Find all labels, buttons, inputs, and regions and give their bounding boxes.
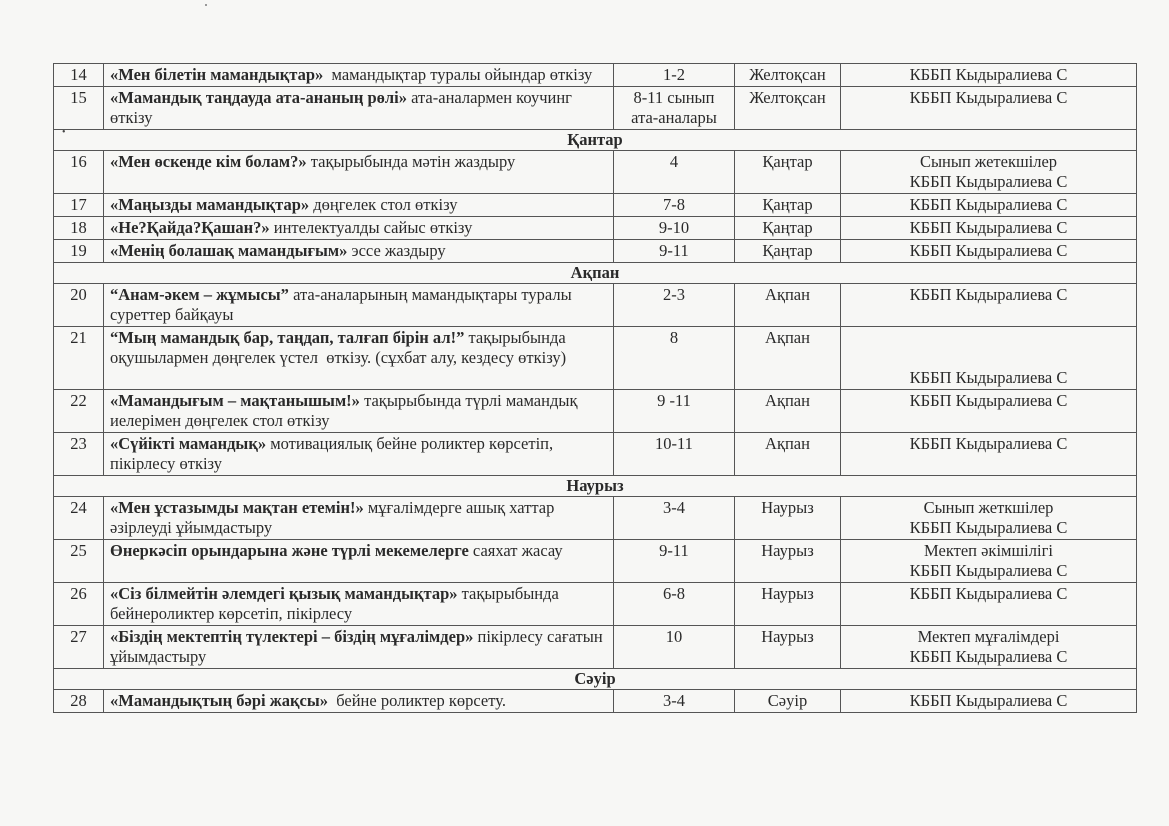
month-cell: Ақпан xyxy=(735,433,841,476)
table-row xyxy=(54,390,1137,433)
responsible-person: КББП Кыдыралиева С xyxy=(909,172,1068,191)
scan-speck xyxy=(205,4,207,6)
grade-cell: 3-4 xyxy=(614,497,735,540)
section-header-row xyxy=(54,669,1137,690)
responsible-person: КББП Кыдыралиева С xyxy=(909,647,1068,666)
grade-cell: 9-10 xyxy=(614,217,735,240)
career-guidance-plan-table xyxy=(53,63,1137,713)
grade-cell: 8-11 сынып ата-аналары xyxy=(614,87,735,130)
responsible-person: КББП Кыдыралиева С xyxy=(909,584,1068,603)
grade-cell: 9 -11 xyxy=(614,390,735,433)
responsible-cell xyxy=(841,390,1137,433)
month-section-label: Сәуір xyxy=(54,669,1137,690)
event-description: дөңгелек стол өткізу xyxy=(309,195,458,214)
responsible-person: КББП Кыдыралиева С xyxy=(909,241,1068,260)
month-cell: Сәуір xyxy=(735,690,841,713)
row-number: 17 xyxy=(54,194,104,217)
event-cell xyxy=(104,284,614,327)
row-number: 25 xyxy=(54,540,104,583)
row-number: 26 xyxy=(54,583,104,626)
grade-cell: 3-4 xyxy=(614,690,735,713)
table-row xyxy=(54,497,1137,540)
responsible-person: КББП Кыдыралиева С xyxy=(909,561,1068,580)
event-title: «Сүйікті мамандық» xyxy=(110,434,267,453)
event-description: тақырыбында мәтін жаздыру xyxy=(306,152,516,171)
event-cell xyxy=(104,327,614,390)
responsible-person: Сынып жетекшілер xyxy=(919,152,1058,171)
event-cell xyxy=(104,540,614,583)
event-title: «Мен өскенде кім болам?» xyxy=(110,152,307,171)
event-cell xyxy=(104,64,614,87)
responsible-person: Мектеп мұғалімдері xyxy=(917,627,1060,646)
grade-cell: 1-2 xyxy=(614,64,735,87)
event-title: «Мамандық таңдауда ата-ананың рөлі» xyxy=(110,88,407,107)
event-title: «Біздің мектептің түлектері – біздің мұғалімдер» xyxy=(110,627,474,646)
event-title: Өнеркәсіп орындарына және түрлі мекемелерге xyxy=(110,541,469,560)
responsible-person: КББП Кыдыралиева С xyxy=(909,434,1068,453)
event-cell xyxy=(104,626,614,669)
responsible-person: КББП Кыдыралиева С xyxy=(909,691,1068,710)
responsible-cell xyxy=(841,327,1137,390)
event-title: “Анам-әкем – жұмысы” xyxy=(110,285,289,304)
event-title: «Мен білетін мамандықтар» xyxy=(110,65,324,84)
event-description: бейне роликтер көрсету. xyxy=(327,691,506,710)
row-number: 14 xyxy=(54,64,104,87)
event-cell xyxy=(104,151,614,194)
responsible-person: КББП Кыдыралиева С xyxy=(909,391,1068,410)
table-row xyxy=(54,194,1137,217)
responsible-cell xyxy=(841,540,1137,583)
event-description: саяхат жасау xyxy=(468,541,563,560)
responsible-cell xyxy=(841,64,1137,87)
row-number: 23 xyxy=(54,433,104,476)
table-row xyxy=(54,64,1137,87)
month-section-label: Наурыз xyxy=(54,476,1137,497)
row-number: 21 xyxy=(54,327,104,390)
responsible-person: Мектеп әкімшілігі xyxy=(924,541,1053,560)
responsible-cell xyxy=(841,240,1137,263)
responsible-person: КББП Кыдыралиева С xyxy=(909,218,1068,237)
event-cell xyxy=(104,690,614,713)
event-title: «Не?Қайда?Қашан?» xyxy=(110,218,270,237)
event-description: мамандықтар туралы ойындар өткізу xyxy=(323,65,593,84)
event-cell xyxy=(104,433,614,476)
scan-dot: • xyxy=(62,127,66,138)
responsible-cell xyxy=(841,497,1137,540)
event-cell xyxy=(104,194,614,217)
month-cell: Қаңтар xyxy=(735,194,841,217)
event-description: мотивациялық бейне роликтер көрсетіп, пікірлесу өткізу xyxy=(110,434,558,473)
event-title: «Маңызды мамандықтар» xyxy=(110,195,310,214)
event-title: «Мамандығым – мақтанышым!» xyxy=(110,391,360,410)
month-cell: Наурыз xyxy=(735,626,841,669)
responsible-cell xyxy=(841,217,1137,240)
section-header-row xyxy=(54,263,1137,284)
row-number: 24 xyxy=(54,497,104,540)
grade-cell: 6-8 xyxy=(614,583,735,626)
responsible-cell xyxy=(841,151,1137,194)
event-description: интелектуалды сайыс өткізу xyxy=(269,218,473,237)
table-row xyxy=(54,284,1137,327)
event-cell xyxy=(104,390,614,433)
event-title: «Сіз білмейтін әлемдегі қызық мамандықтар» xyxy=(110,584,458,603)
responsible-person: КББП Кыдыралиева С xyxy=(909,285,1068,304)
month-section-label: Қантар xyxy=(54,130,1137,151)
grade-cell: 10 xyxy=(614,626,735,669)
table-row xyxy=(54,690,1137,713)
grade-cell: 7-8 xyxy=(614,194,735,217)
month-cell: Қаңтар xyxy=(735,151,841,194)
event-cell xyxy=(104,583,614,626)
responsible-cell xyxy=(841,87,1137,130)
row-number: 22 xyxy=(54,390,104,433)
month-cell: Ақпан xyxy=(735,390,841,433)
grade-cell: 9-11 xyxy=(614,240,735,263)
month-cell: Қаңтар xyxy=(735,240,841,263)
grade-cell: 9-11 xyxy=(614,540,735,583)
month-cell: Ақпан xyxy=(735,284,841,327)
row-number: 15 xyxy=(54,87,104,130)
table-row xyxy=(54,217,1137,240)
grade-cell: 4 xyxy=(614,151,735,194)
row-number: 20 xyxy=(54,284,104,327)
month-cell: Ақпан xyxy=(735,327,841,390)
event-title: “Мың мамандық бар, таңдап, талғап бірін ал!” xyxy=(110,328,465,347)
event-cell xyxy=(104,497,614,540)
event-description: ата-аналармен коучинг өткізу xyxy=(110,88,577,127)
responsible-person: КББП Кыдыралиева С xyxy=(909,368,1068,387)
grade-cell: 8 xyxy=(614,327,735,390)
event-cell xyxy=(104,87,614,130)
plan-table-sheet xyxy=(53,63,1136,713)
grade-cell: 10-11 xyxy=(614,433,735,476)
table-row xyxy=(54,626,1137,669)
table-row xyxy=(54,87,1137,130)
row-number: 18 xyxy=(54,217,104,240)
event-description: тақырыбында бейнероликтер көрсетіп, пікірлесу xyxy=(110,584,563,623)
grade-cell: 2-3 xyxy=(614,284,735,327)
month-cell: Наурыз xyxy=(735,540,841,583)
month-section-label: Ақпан xyxy=(54,263,1137,284)
table-row xyxy=(54,433,1137,476)
row-number: 16 xyxy=(54,151,104,194)
responsible-cell xyxy=(841,194,1137,217)
event-title: «Менің болашақ мамандығым» xyxy=(110,241,348,260)
month-cell: Наурыз xyxy=(735,583,841,626)
event-description: тақырыбында түрлі мамандық иелерімен дөңгелек стол өткізу xyxy=(110,391,582,430)
row-number: 19 xyxy=(54,240,104,263)
event-description: пікірлесу сағатын ұйымдастыру xyxy=(110,627,607,666)
row-number: 28 xyxy=(54,690,104,713)
table-row xyxy=(54,540,1137,583)
responsible-cell xyxy=(841,433,1137,476)
month-cell: Наурыз xyxy=(735,497,841,540)
responsible-cell xyxy=(841,690,1137,713)
responsible-person: КББП Кыдыралиева С xyxy=(909,88,1068,107)
event-description: эссе жаздыру xyxy=(347,241,446,260)
month-cell: Қаңтар xyxy=(735,217,841,240)
month-cell: Желтоқсан xyxy=(735,87,841,130)
table-row xyxy=(54,151,1137,194)
event-title: «Мамандықтың бәрі жақсы» xyxy=(110,691,328,710)
event-title: «Мен ұстазымды мақтан етемін!» xyxy=(110,498,364,517)
responsible-person: КББП Кыдыралиева С xyxy=(909,195,1068,214)
event-description: ата-аналарының мамандықтары туралы суреттер байқауы xyxy=(110,285,576,324)
section-header-row xyxy=(54,476,1137,497)
table-body xyxy=(54,64,1137,713)
event-description: мұғалімдерге ашық хаттар әзірлеуді ұйымдастыру xyxy=(110,498,559,537)
table-row xyxy=(54,583,1137,626)
table-row xyxy=(54,327,1137,390)
section-header-row xyxy=(54,130,1137,151)
month-cell: Желтоқсан xyxy=(735,64,841,87)
responsible-person: КББП Кыдыралиева С xyxy=(909,65,1068,84)
event-cell xyxy=(104,240,614,263)
responsible-person: Сынып жеткшілер xyxy=(923,498,1054,517)
event-cell xyxy=(104,217,614,240)
responsible-cell xyxy=(841,284,1137,327)
table-row xyxy=(54,240,1137,263)
responsible-cell xyxy=(841,583,1137,626)
responsible-cell xyxy=(841,626,1137,669)
row-number: 27 xyxy=(54,626,104,669)
responsible-person: КББП Кыдыралиева С xyxy=(909,518,1068,537)
event-description: тақырыбында оқушылармен дөңгелек үстел өткізу. (сұхбат алу, кездесу өткізу) xyxy=(110,328,570,367)
